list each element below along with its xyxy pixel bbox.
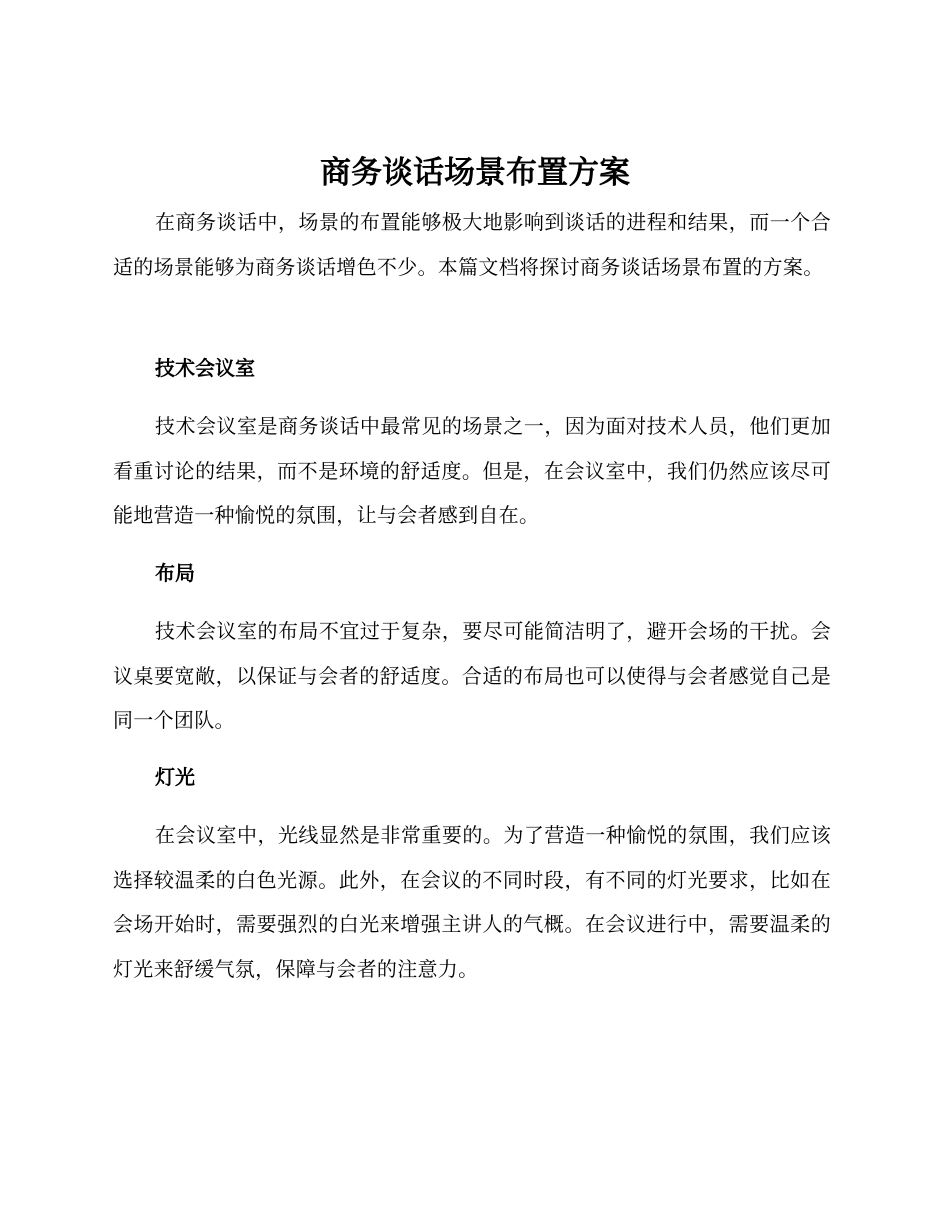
section-heading-lighting: 灯光 [155, 765, 195, 789]
section-body-lighting: 在会议室中，光线显然是非常重要的。为了营造一种愉悦的氛围，我们应该选择较温柔的白色光源。此外，在会议的不同时段，有不同的灯光要求，比如在会场开始时，需要强烈的白光来增强主讲人的气概。在会议进行中，需要温柔的灯光来舒缓气氛，保障与会者的注意力。 [113, 823, 831, 981]
document-title: 商务谈话场景布置方案 [320, 155, 630, 191]
section-body-meeting-room: 技术会议室是商务谈话中最常见的场景之一，因为面对技术人员，他们更加看重讨论的结果，而不是环境的舒适度。但是，在会议室中，我们仍然应该尽可能地营造一种愉悦的氛围，让与会者感到自在。 [113, 414, 831, 528]
section-heading-layout: 布局 [155, 561, 195, 585]
section-body-layout: 技术会议室的布局不宜过于复杂，要尽可能简洁明了，避开会场的干扰。会议桌要宽敞，以保证与会者的舒适度。合适的布局也可以使得与会者感觉自己是同一个团队。 [113, 619, 831, 733]
intro-paragraph: 在商务谈话中，场景的布置能够极大地影响到谈话的进程和结果，而一个合适的场景能够为商务谈话增色不少。本篇文档将探讨商务谈话场景布置的方案。 [113, 210, 831, 279]
section-heading-meeting-room: 技术会议室 [155, 356, 255, 380]
